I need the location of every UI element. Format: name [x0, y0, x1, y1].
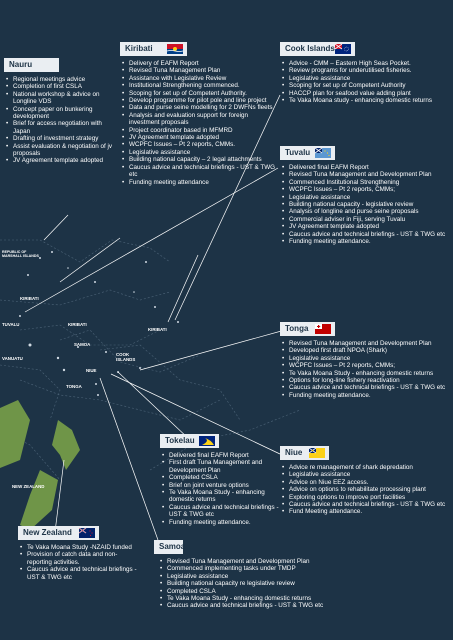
map-label-vanuatu: VANUATU — [2, 356, 23, 361]
panel-niue-header — [280, 446, 329, 460]
list-item: • Caucus advice and technical briefings - UST & TWG etc — [280, 231, 450, 238]
list-item: • WCPFC Issues – Pt 2 reports, CMMs; — [280, 362, 450, 369]
panel-nz-header — [18, 526, 99, 540]
list-item: • Fund Meeting attendance. — [280, 508, 450, 515]
panel-cook-islands — [280, 42, 450, 104]
list-item: • Institutional Strengthening commenced. — [120, 82, 280, 89]
list-item: • JV Agreement template adopted — [120, 134, 280, 141]
list-item: • Revised Tuna Management and Development Plan — [280, 340, 450, 347]
panel-tonga — [280, 322, 450, 399]
map-label-niue: NIUE — [86, 368, 97, 373]
tokelau-list — [160, 448, 282, 526]
list-item: • Analysis and evaluation support for foreign investment proposals — [120, 112, 280, 127]
tonga-list — [280, 336, 450, 399]
list-item: • Advice - CMM – Eastern High Seas Pocket. — [280, 60, 450, 67]
panel-niue-title: Niue — [285, 448, 303, 457]
tonga-flag-icon — [315, 324, 331, 334]
cook-islands-flag-icon — [335, 44, 351, 54]
list-item: • Caucus advice and technical briefings - UST & TWG etc — [280, 501, 450, 508]
panel-samoa-header — [154, 540, 186, 554]
map-label-kiribati-3: KIRIBATI — [148, 327, 167, 332]
panel-tuvalu-title: Tuvalu — [285, 148, 311, 157]
list-item: • JV Agreement template adopted — [280, 223, 450, 230]
panel-tokelau-header — [160, 434, 219, 448]
list-item: • Advice re management of shark depredation — [280, 464, 450, 471]
list-item: • Advice on Niue EEZ access. — [280, 479, 450, 486]
list-item: • Develop programme for pilot pole and line project — [120, 97, 280, 104]
panel-nauru — [4, 58, 116, 165]
list-item: • Commenced Institutional Strengthening — [280, 179, 450, 186]
list-item: • Caucus advice and technical briefings - UST & TWG etc — [158, 602, 450, 609]
list-item: • Provision of catch data and non-reporting activities. — [18, 551, 142, 566]
panel-kiribati — [120, 42, 280, 186]
panel-cook-header — [280, 42, 355, 56]
panel-tokelau — [160, 434, 282, 526]
list-item: • WCPFC Issues – Pt 2 reports, CMMs. — [120, 141, 280, 148]
list-item: • Building national capacity – 2 legal attachments — [120, 156, 280, 163]
list-item: • Scoping for set up of Competent Authority — [280, 82, 450, 89]
tokelau-flag-icon — [199, 436, 215, 446]
map-label-kiribati-2: KIRIBATI — [68, 322, 87, 327]
nauru-list — [4, 72, 116, 165]
list-item: • Assistance with Legislative Review — [120, 75, 280, 82]
list-item: • Developed first draft NPOA (Shark) — [280, 347, 450, 354]
map-label-cook-islands: COOK ISLANDS — [116, 352, 136, 362]
list-item: • Te Vaka Moana study - enhancing domestic returns — [280, 97, 450, 104]
list-item: • Completed CSLA — [160, 474, 282, 481]
cook-list — [280, 56, 450, 104]
list-item: • Regional meetings advice — [4, 76, 116, 83]
list-item: • Drafting of investment strategy — [4, 135, 116, 142]
list-item: • Building national capacity - legislative review — [280, 201, 450, 208]
list-item: • Legislative assistance — [280, 75, 450, 82]
map-label-samoa: SAMOA — [74, 342, 91, 347]
list-item: • Completed CSLA — [158, 588, 450, 595]
list-item: • Te Vaka Moana Study -NZAID funded — [18, 544, 142, 551]
list-item: • Caucus advice and technical briefings - UST & TWG etc — [280, 384, 450, 391]
list-item: • Commercial adviser in Fiji, serving Tuvalu — [280, 216, 450, 223]
list-item: • Te Vaka Moana Study - enhancing domestic returns — [280, 370, 450, 377]
panel-cook-title: Cook Islands — [285, 44, 335, 53]
list-item: • Legislative assistance — [120, 149, 280, 156]
panel-kiribati-header — [120, 42, 187, 56]
list-item: • Funding meeting attendance — [120, 179, 280, 186]
list-item: • Scoping for set up of Competent Authority. — [120, 90, 280, 97]
panel-nauru-title: Nauru — [9, 60, 33, 69]
panel-kiribati-title: Kiribati — [125, 44, 153, 53]
list-item: • Advice on options to rehabilitate processing plant — [280, 486, 450, 493]
kiribati-flag-icon — [167, 44, 183, 54]
list-item: • Exploring options to improve port facilities — [280, 494, 450, 501]
niue-flag-icon — [309, 448, 325, 458]
list-item: • Revised Tuna Management and Development Plan — [280, 171, 450, 178]
list-item: • Data and purse seine modelling for 2 DWFNs fleets — [120, 104, 280, 111]
panel-tuvalu — [280, 146, 450, 245]
list-item: • Revised Tuna Management Plan — [120, 67, 280, 74]
map-label-tuvalu: TUVALU — [2, 322, 20, 327]
list-item: • Completion of first CSLA — [4, 83, 116, 90]
panel-new-zealand — [18, 526, 142, 581]
list-item: • Commenced implementing tasks under TMDP — [158, 565, 450, 572]
tuvalu-list — [280, 160, 450, 245]
list-item: • Delivered final EAFM Report — [160, 452, 282, 459]
list-item: • Te Vaka Moana Study - enhancing domestic returns — [160, 489, 282, 504]
list-item: • Te Vaka Moana Study - enhancing domestic returns — [158, 595, 450, 602]
panel-tonga-header — [280, 322, 335, 336]
list-item: • Concept paper on bunkering development — [4, 106, 116, 121]
new-zealand-flag-icon — [79, 528, 95, 538]
panel-niue — [280, 446, 450, 516]
map-label-kiribati: KIRIBATI — [20, 296, 39, 301]
niue-list — [280, 460, 450, 516]
list-item: • WCPFC Issues – Pt 2 reports, CMMs; — [280, 186, 450, 193]
list-item: • Analysis of longline and purse seine proposals — [280, 208, 450, 215]
list-item: • Building national capacity re legislative review — [158, 580, 450, 587]
panel-tonga-title: Tonga — [285, 324, 309, 333]
list-item: • Project coordinator based in MFMRD — [120, 127, 280, 134]
list-item: • Legislative assistance — [280, 194, 450, 201]
panel-nz-title: New Zealand — [23, 528, 72, 537]
panel-tuvalu-header — [280, 146, 335, 160]
panel-nauru-header — [4, 58, 59, 72]
list-item: • Funding meeting attendance. — [280, 238, 450, 245]
panel-samoa-title: Samoa — [159, 542, 186, 551]
list-item: • Brief on joint venture options — [160, 482, 282, 489]
list-item: • JV Agreement template adopted — [4, 157, 116, 164]
kiribati-list — [120, 56, 280, 186]
tuvalu-flag-icon — [315, 148, 331, 158]
list-item: • Options for long-line fishery reactivation — [280, 377, 450, 384]
map-label-tonga: TONGA — [66, 384, 82, 389]
list-item: • Funding meeting attendance. — [160, 519, 282, 526]
list-item: • First draft Tuna Management and Development Plan — [160, 459, 282, 474]
panel-tokelau-title: Tokelau — [165, 436, 195, 445]
list-item: • Brief for access negotiation with Japan — [4, 120, 116, 135]
list-item: • Funding meeting attendance. — [280, 392, 450, 399]
list-item: • Legislative assistance — [158, 573, 450, 580]
map-label-new-zealand: NEW ZEALAND — [12, 484, 45, 489]
nz-list — [18, 540, 142, 581]
list-item: • Caucus advice and technical briefings - UST & TWG etc — [18, 566, 142, 581]
list-item: • National workshop & advice on Longline VDS — [4, 91, 116, 106]
list-item: • HACCP plan for seafood value adding plant — [280, 90, 450, 97]
list-item: • Legislative assistance — [280, 355, 450, 362]
list-item: • Revised Tuna Management and Development Plan — [158, 558, 450, 565]
list-item: • Legislative assistance — [280, 471, 450, 478]
panel-samoa — [154, 540, 450, 610]
list-item: • Caucus advice and technical briefings - UST & TWG etc — [160, 504, 282, 519]
list-item: • Caucus advice and technical briefings - UST & TWG etc — [120, 164, 280, 179]
list-item: • Review programs for underutilised fisheries. — [280, 67, 450, 74]
list-item: • Delivery of EAFM Report — [120, 60, 280, 67]
list-item: • Assist evaluation & negotiation of jv proposals — [4, 143, 116, 158]
list-item: • Delivered final EAFM Report — [280, 164, 450, 171]
map-label-rmi: REPUBLIC OF MARSHALL ISLANDS — [2, 250, 39, 258]
samoa-list — [154, 554, 450, 610]
